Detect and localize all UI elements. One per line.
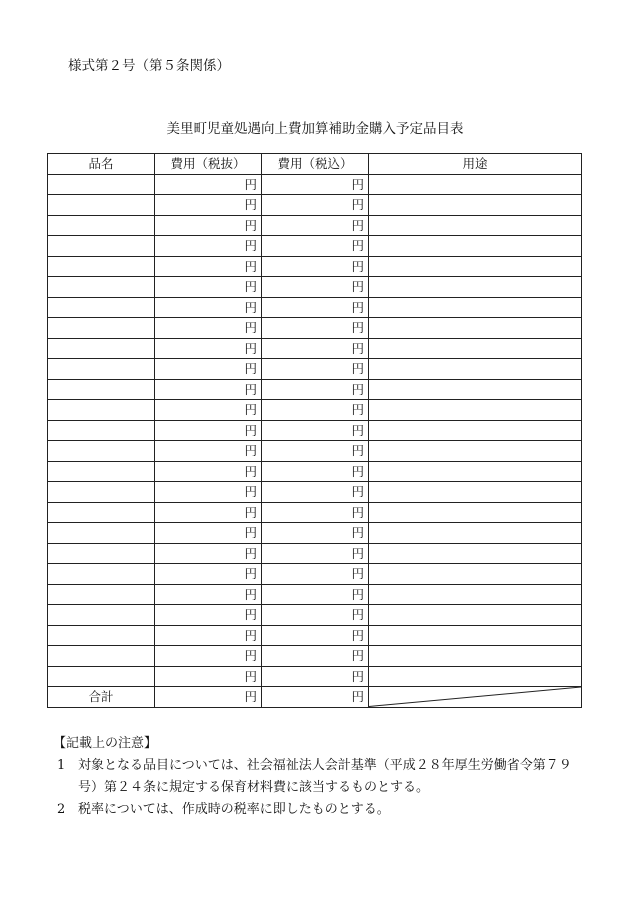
yen-unit: 円 [244, 258, 257, 274]
cost-excl-tax-cell[interactable] [155, 400, 262, 421]
cost-excl-tax-cell[interactable] [155, 215, 262, 236]
cost-excl-tax-cell[interactable] [155, 584, 262, 605]
cost-excl-tax-cell[interactable] [155, 502, 262, 523]
yen-unit: 円 [351, 586, 364, 602]
table-row [48, 379, 582, 400]
purpose-cell[interactable] [369, 625, 582, 646]
table-row [48, 564, 582, 585]
purpose-cell[interactable] [369, 338, 582, 359]
table-row [48, 400, 582, 421]
purpose-cell[interactable] [369, 256, 582, 277]
cost-incl-tax-cell[interactable] [262, 584, 369, 605]
cost-incl-tax-cell[interactable] [262, 359, 369, 380]
cost-incl-tax-cell[interactable] [262, 297, 369, 318]
item-name-cell[interactable] [48, 318, 155, 339]
total-excl-tax-cell[interactable] [155, 687, 262, 708]
cost-excl-tax-cell[interactable] [155, 461, 262, 482]
purpose-cell[interactable] [369, 564, 582, 585]
cost-incl-tax-cell[interactable] [262, 523, 369, 544]
table-row [48, 441, 582, 462]
cost-incl-tax-cell[interactable] [262, 666, 369, 687]
notes-section [53, 733, 587, 821]
purpose-cell[interactable] [369, 400, 582, 421]
cost-incl-tax-cell[interactable] [262, 543, 369, 564]
yen-unit: 円 [351, 484, 364, 500]
total-incl-tax-cell[interactable] [262, 687, 369, 708]
yen-unit: 円 [351, 197, 364, 213]
cost-incl-tax-cell[interactable] [262, 625, 369, 646]
purpose-cell[interactable] [369, 297, 582, 318]
cost-incl-tax-cell[interactable] [262, 256, 369, 277]
item-name-cell[interactable] [48, 379, 155, 400]
notes-heading: 【記載上の注意】 [53, 736, 158, 751]
table-row [48, 195, 582, 216]
yen-unit: 円 [244, 566, 257, 582]
cost-excl-tax-cell[interactable] [155, 543, 262, 564]
item-name-cell[interactable] [48, 256, 155, 277]
purpose-cell[interactable] [369, 584, 582, 605]
yen-unit: 円 [244, 525, 257, 541]
item-name-cell[interactable] [48, 277, 155, 298]
yen-unit: 円 [244, 320, 257, 336]
cost-excl-tax-cell[interactable] [155, 420, 262, 441]
purpose-cell[interactable] [369, 277, 582, 298]
yen-unit: 円 [351, 402, 364, 418]
yen-unit: 円 [244, 176, 257, 192]
yen-unit: 円 [244, 197, 257, 213]
table-row [48, 502, 582, 523]
yen-unit: 円 [244, 607, 257, 623]
yen-unit: 円 [351, 525, 364, 541]
cost-excl-tax-cell[interactable] [155, 195, 262, 216]
item-name-cell[interactable] [48, 543, 155, 564]
purpose-cell[interactable] [369, 174, 582, 195]
yen-unit: 円 [351, 299, 364, 315]
note-item [57, 799, 587, 821]
cost-excl-tax-cell[interactable] [155, 359, 262, 380]
table-row [48, 646, 582, 667]
table-row [48, 338, 582, 359]
yen-unit: 円 [351, 463, 364, 479]
yen-unit: 円 [351, 381, 364, 397]
item-name-cell[interactable] [48, 461, 155, 482]
purpose-cell[interactable] [369, 461, 582, 482]
yen-unit: 円 [351, 258, 364, 274]
yen-unit: 円 [244, 217, 257, 233]
yen-unit: 円 [244, 238, 257, 254]
cost-incl-tax-cell[interactable] [262, 277, 369, 298]
item-name-cell[interactable] [48, 646, 155, 667]
yen-unit: 円 [244, 443, 257, 459]
table-row [48, 584, 582, 605]
cost-incl-tax-cell[interactable] [262, 400, 369, 421]
purpose-cell[interactable] [369, 482, 582, 503]
yen-unit: 円 [351, 648, 364, 664]
purpose-cell[interactable] [369, 523, 582, 544]
item-name-cell[interactable] [48, 482, 155, 503]
table-row [48, 482, 582, 503]
item-name-cell[interactable] [48, 502, 155, 523]
purpose-cell[interactable] [369, 441, 582, 462]
yen-unit: 円 [244, 689, 257, 705]
cost-incl-tax-cell[interactable] [262, 420, 369, 441]
table-row [48, 215, 582, 236]
cost-excl-tax-cell[interactable] [155, 297, 262, 318]
yen-unit: 円 [244, 381, 257, 397]
yen-unit: 円 [351, 217, 364, 233]
yen-unit: 円 [351, 668, 364, 684]
cost-incl-tax-cell[interactable] [262, 502, 369, 523]
purpose-cell[interactable] [369, 646, 582, 667]
cost-incl-tax-cell[interactable] [262, 605, 369, 626]
table-row [48, 420, 582, 441]
table-row [48, 359, 582, 380]
total-row [48, 687, 582, 708]
note-number: 2 [57, 802, 66, 817]
form-number: 様式第２号（第５条関係） [68, 58, 230, 74]
cost-excl-tax-cell[interactable] [155, 666, 262, 687]
yen-unit: 円 [351, 504, 364, 520]
cost-excl-tax-cell[interactable] [155, 174, 262, 195]
header-cost-incl-tax: 費用（税込） [262, 154, 369, 175]
item-name-cell[interactable] [48, 297, 155, 318]
yen-unit: 円 [244, 422, 257, 438]
note-item [57, 755, 587, 799]
header-cost-excl-tax: 費用（税抜） [155, 154, 262, 175]
cost-excl-tax-cell[interactable] [155, 338, 262, 359]
cost-excl-tax-cell[interactable] [155, 625, 262, 646]
yen-unit: 円 [351, 422, 364, 438]
cost-incl-tax-cell[interactable] [262, 236, 369, 257]
yen-unit: 円 [244, 668, 257, 684]
yen-unit: 円 [244, 504, 257, 520]
table-row [48, 277, 582, 298]
cost-excl-tax-cell[interactable] [155, 482, 262, 503]
table-row [48, 543, 582, 564]
purpose-cell[interactable] [369, 605, 582, 626]
item-name-cell[interactable] [48, 236, 155, 257]
yen-unit: 円 [351, 361, 364, 377]
yen-unit: 円 [351, 238, 364, 254]
cost-excl-tax-cell[interactable] [155, 318, 262, 339]
cost-excl-tax-cell[interactable] [155, 605, 262, 626]
table-body [48, 174, 582, 707]
item-name-cell[interactable] [48, 174, 155, 195]
yen-unit: 円 [244, 484, 257, 500]
cost-incl-tax-cell[interactable] [262, 564, 369, 585]
cost-excl-tax-cell[interactable] [155, 564, 262, 585]
yen-unit: 円 [351, 566, 364, 582]
planned-items-table [47, 153, 582, 708]
purpose-cell[interactable] [369, 236, 582, 257]
item-name-cell[interactable] [48, 564, 155, 585]
yen-unit: 円 [244, 402, 257, 418]
cost-excl-tax-cell[interactable] [155, 277, 262, 298]
item-name-cell[interactable] [48, 338, 155, 359]
total-label: 合計 [48, 687, 155, 708]
cost-excl-tax-cell[interactable] [155, 379, 262, 400]
item-name-cell[interactable] [48, 359, 155, 380]
item-name-cell[interactable] [48, 605, 155, 626]
purpose-cell[interactable] [369, 543, 582, 564]
cost-excl-tax-cell[interactable] [155, 256, 262, 277]
diagonal-strike-line [369, 687, 581, 707]
item-name-cell[interactable] [48, 625, 155, 646]
table-row [48, 605, 582, 626]
cost-incl-tax-cell[interactable] [262, 215, 369, 236]
purpose-cell[interactable] [369, 379, 582, 400]
item-name-cell[interactable] [48, 666, 155, 687]
item-name-cell[interactable] [48, 195, 155, 216]
cost-incl-tax-cell[interactable] [262, 646, 369, 667]
purpose-cell[interactable] [369, 318, 582, 339]
purpose-cell[interactable] [369, 666, 582, 687]
yen-unit: 円 [244, 627, 257, 643]
yen-unit: 円 [351, 279, 364, 295]
yen-unit: 円 [351, 627, 364, 643]
cost-incl-tax-cell[interactable] [262, 482, 369, 503]
yen-unit: 円 [244, 463, 257, 479]
note-number: 1 [57, 758, 66, 773]
page-title: 美里町児童処遇向上費加算補助金購入予定品目表 [166, 121, 464, 137]
cost-incl-tax-cell[interactable] [262, 441, 369, 462]
purpose-cell[interactable] [369, 215, 582, 236]
table-row [48, 174, 582, 195]
cost-excl-tax-cell[interactable] [155, 441, 262, 462]
header-item-name: 品名 [48, 154, 155, 175]
yen-unit: 円 [351, 607, 364, 623]
table-row [48, 236, 582, 257]
table-row [48, 318, 582, 339]
yen-unit: 円 [244, 299, 257, 315]
yen-unit: 円 [351, 340, 364, 356]
note-text: 税率については、作成時の税率に即したものとする。 [78, 802, 390, 817]
total-purpose-crossed-cell [369, 687, 582, 708]
yen-unit: 円 [351, 320, 364, 336]
item-name-cell[interactable] [48, 523, 155, 544]
item-name-cell[interactable] [48, 441, 155, 462]
table-header-row [48, 154, 582, 175]
yen-unit: 円 [351, 443, 364, 459]
purpose-cell[interactable] [369, 420, 582, 441]
cost-incl-tax-cell[interactable] [262, 379, 369, 400]
table-row [48, 256, 582, 277]
cost-incl-tax-cell[interactable] [262, 318, 369, 339]
item-name-cell[interactable] [48, 584, 155, 605]
yen-unit: 円 [244, 361, 257, 377]
cost-excl-tax-cell[interactable] [155, 646, 262, 667]
table-row [48, 523, 582, 544]
table-row [48, 666, 582, 687]
purpose-cell[interactable] [369, 502, 582, 523]
yen-unit: 円 [244, 279, 257, 295]
yen-unit: 円 [244, 648, 257, 664]
yen-unit: 円 [351, 689, 364, 705]
header-purpose: 用途 [369, 154, 582, 175]
table-row [48, 461, 582, 482]
cost-incl-tax-cell[interactable] [262, 174, 369, 195]
cost-excl-tax-cell[interactable] [155, 236, 262, 257]
purpose-cell[interactable] [369, 359, 582, 380]
table-row [48, 625, 582, 646]
note-text: 対象となる品目については、社会福祉法人会計基準（平成２８年厚生労働省令第７９号）第２４条に規定する保育材料費に該当するものとする。 [78, 758, 572, 795]
item-name-cell[interactable] [48, 215, 155, 236]
yen-unit: 円 [351, 176, 364, 192]
cost-incl-tax-cell[interactable] [262, 195, 369, 216]
yen-unit: 円 [244, 340, 257, 356]
item-name-cell[interactable] [48, 400, 155, 421]
cost-incl-tax-cell[interactable] [262, 338, 369, 359]
yen-unit: 円 [244, 586, 257, 602]
table-row [48, 297, 582, 318]
yen-unit: 円 [351, 545, 364, 561]
yen-unit: 円 [244, 545, 257, 561]
cost-incl-tax-cell[interactable] [262, 461, 369, 482]
purpose-cell[interactable] [369, 195, 582, 216]
item-name-cell[interactable] [48, 420, 155, 441]
cost-excl-tax-cell[interactable] [155, 523, 262, 544]
